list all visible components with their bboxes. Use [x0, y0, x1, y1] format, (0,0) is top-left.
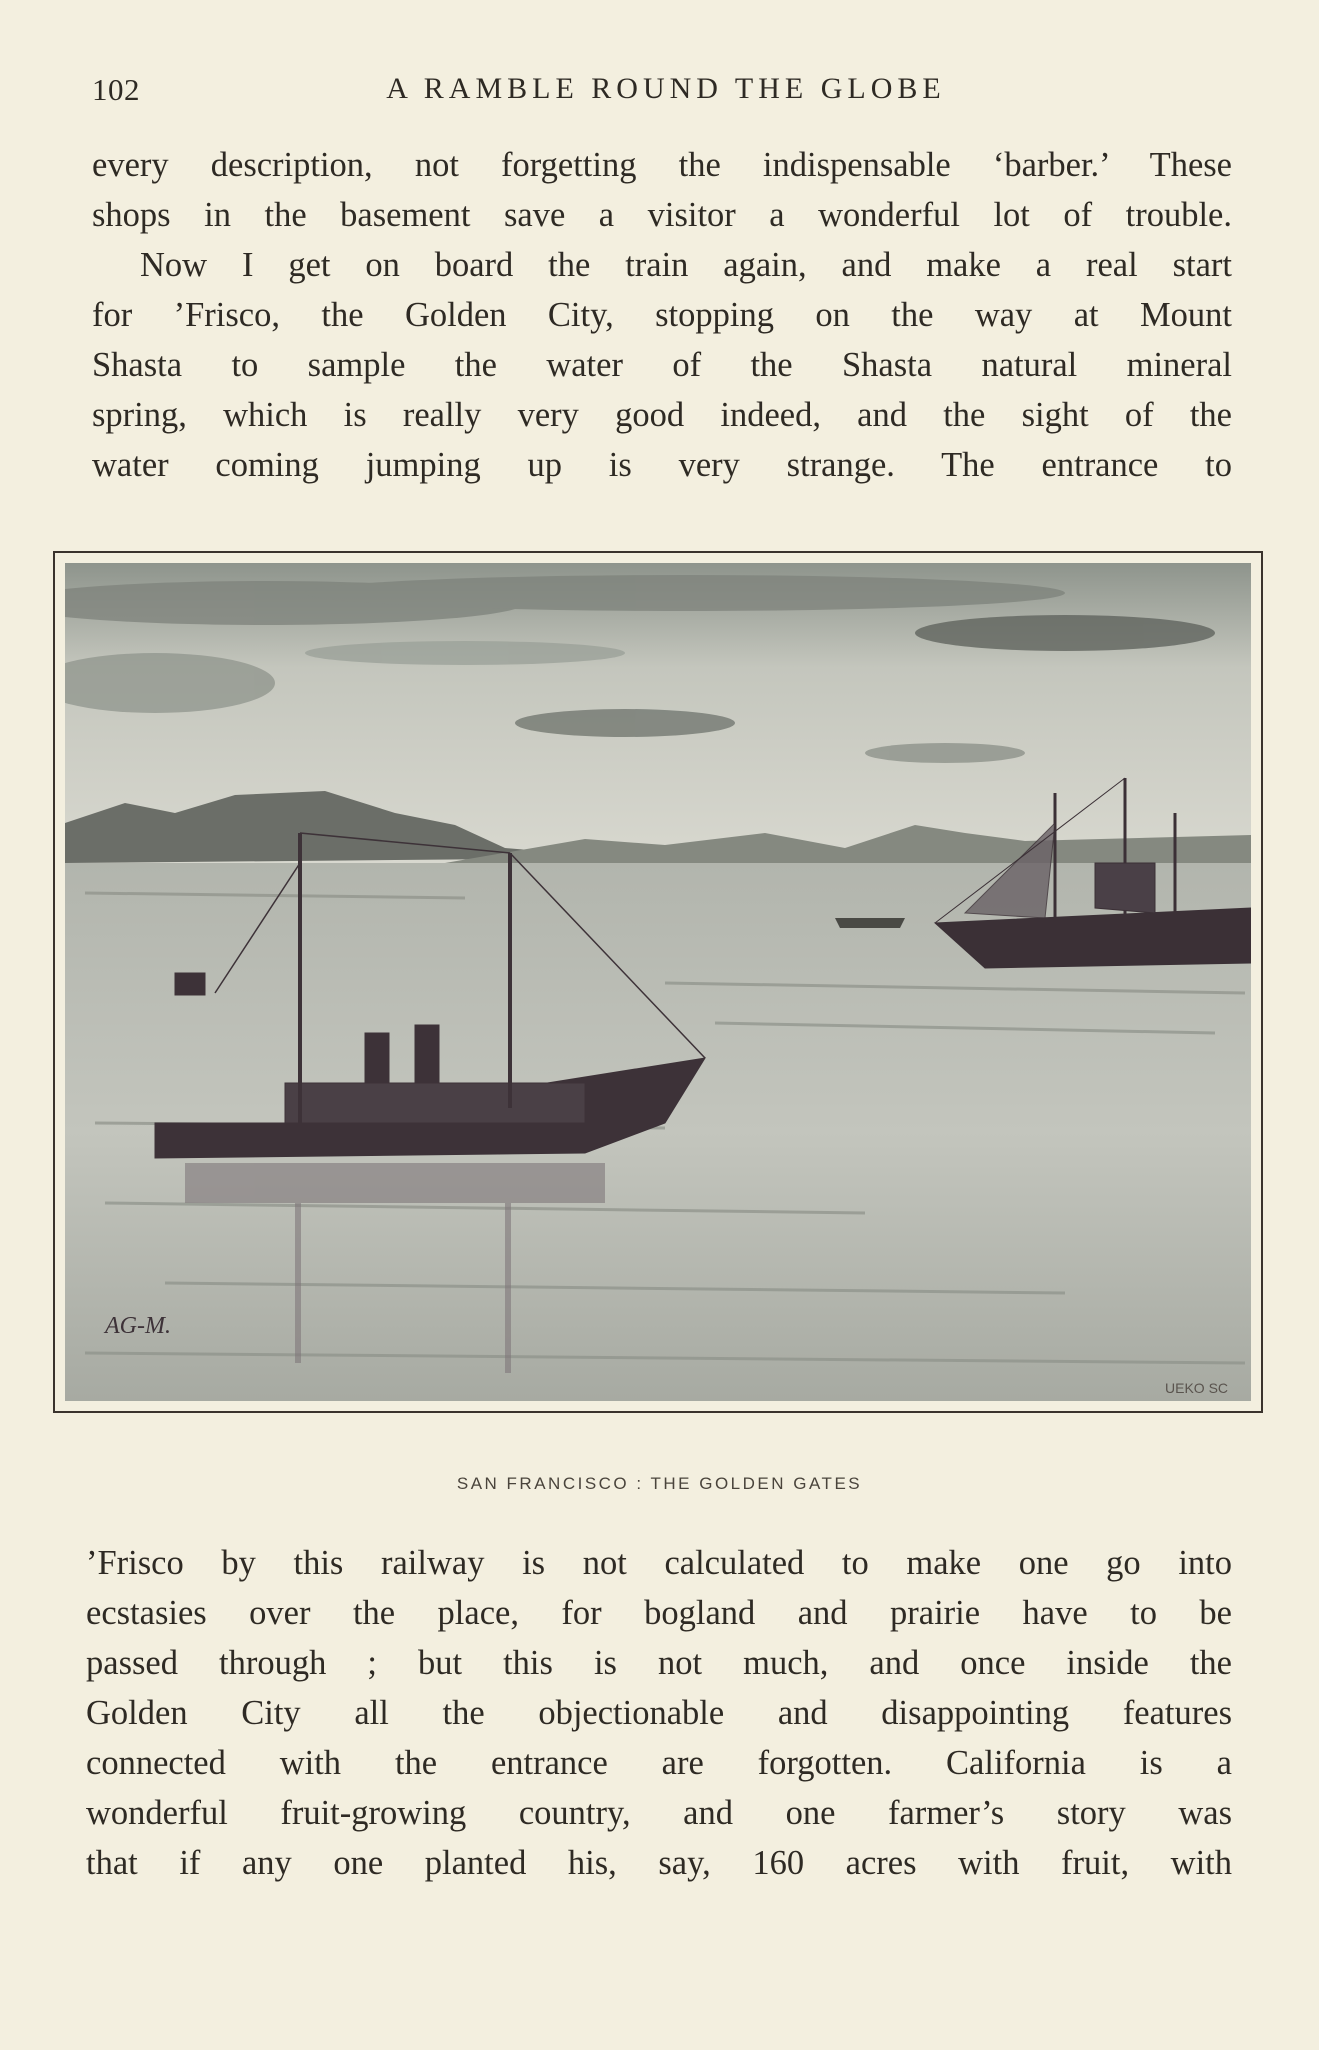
harbor-illustration: [65, 563, 1251, 1401]
text-line: every description, not forgetting the indispensable ‘barber.’ These: [92, 146, 1232, 184]
illustration-frame: [53, 551, 1263, 1413]
text-line: Golden City all the objectionable and disappointing features: [86, 1694, 1232, 1732]
running-title: A RAMBLE ROUND THE GLOBE: [386, 72, 946, 105]
text-line: spring, which is really very good indeed, and the sight of the: [92, 396, 1232, 434]
text-line: for ’Frisco, the Golden City, stopping on the way at Mount: [92, 296, 1232, 334]
text-line: wonderful fruit-growing country, and one farmer’s story was: [86, 1794, 1232, 1832]
page-number: 102: [92, 72, 140, 107]
text-line: connected with the entrance are forgotten. California is a: [86, 1744, 1232, 1782]
top-paragraph: [92, 140, 1232, 490]
text-line: ecstasies over the place, for bogland and prairie have to be: [86, 1594, 1232, 1632]
bottom-paragraph: [86, 1538, 1232, 1888]
text-line: ’Frisco by this railway is not calculated to make one go into: [86, 1544, 1232, 1582]
text-line: shops in the basement save a visitor a wonderful lot of trouble.: [92, 196, 1232, 234]
engraver-mark: UEKO SC: [1165, 1380, 1229, 1396]
text-line: that if any one planted his, say, 160 acres with fruit, with: [86, 1844, 1232, 1882]
text-line: water coming jumping up is very strange. The entrance to: [92, 446, 1232, 484]
text-line: Shasta to sample the water of the Shasta natural mineral: [92, 346, 1232, 384]
figure-caption: SAN FRANCISCO : THE GOLDEN GATES: [456, 1474, 863, 1493]
artist-mark: AG-M.: [105, 1313, 171, 1339]
text-line: Now I get on board the train again, and make a real start: [140, 246, 1232, 284]
running-head: [92, 72, 1240, 120]
text-line: passed through ; but this is not much, and once inside the: [86, 1644, 1232, 1682]
distant-steamer: [835, 918, 905, 928]
